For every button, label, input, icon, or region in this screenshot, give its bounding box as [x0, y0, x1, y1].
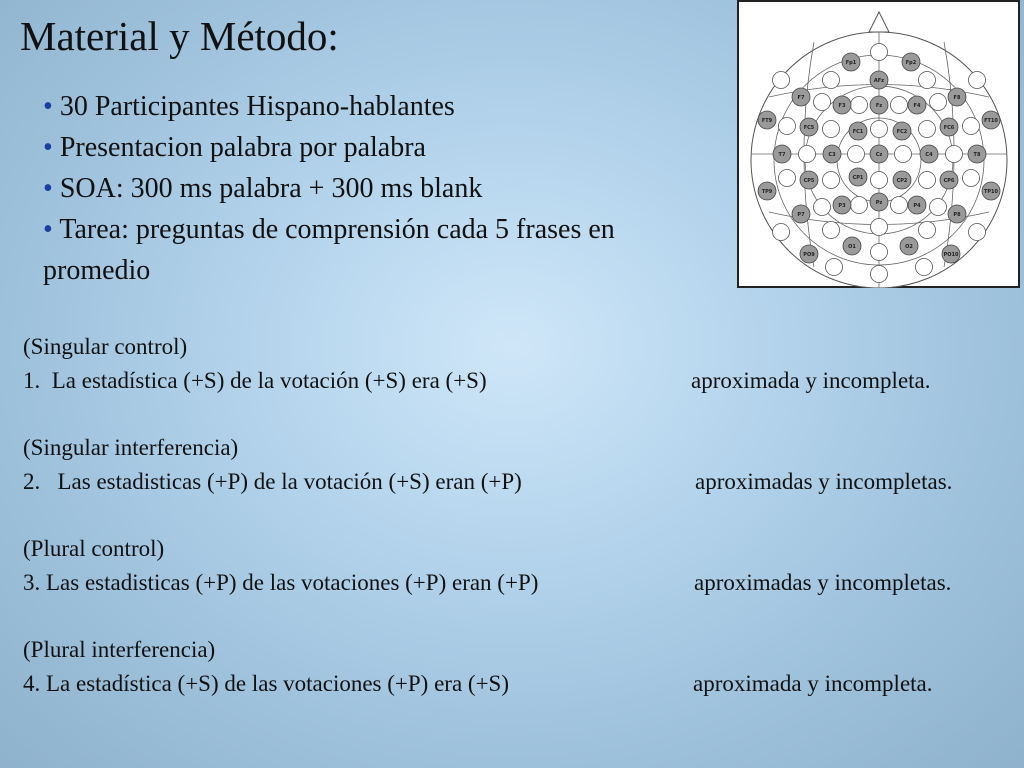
electrode-label: TP10	[983, 189, 999, 195]
electrode-label: FC1	[852, 129, 864, 135]
sentence-text: 4. La estadística (+S) de las votaciones (+P) era (+S)	[23, 671, 509, 696]
sentence-text: 2. Las estadisticas (+P) de la votación (+S) eran (+P)	[23, 469, 522, 494]
example-sentence-row	[23, 566, 952, 600]
electrode-site	[919, 172, 936, 189]
method-bullet-list	[43, 86, 643, 291]
electrode-site	[823, 72, 840, 89]
electrode-site	[895, 146, 912, 163]
electrode-label: FT9	[761, 118, 773, 124]
condition-label: (Singular interferencia)	[23, 435, 239, 460]
example-block	[23, 431, 953, 499]
bullet-item	[43, 86, 643, 127]
bullet-item	[43, 209, 643, 291]
electrode-label: TP9	[761, 189, 773, 195]
example-sentence-row	[23, 667, 933, 701]
electrode-site	[919, 121, 936, 138]
electrode-site	[871, 219, 888, 236]
electrode-site	[891, 197, 908, 214]
example-block	[23, 330, 931, 398]
electrode-label: F8	[953, 95, 961, 101]
electrode-site	[823, 172, 840, 189]
electrode-site	[930, 199, 947, 216]
electrode-site	[919, 222, 936, 239]
sentence-completion: aproximadas y incompletas.	[694, 570, 952, 595]
electrode-label: FC2	[896, 129, 908, 135]
electrode-site	[814, 94, 831, 111]
bullet-dot: •	[43, 173, 53, 204]
sentence-text: 1. La estadística (+S) de la votación (+S) era (+S)	[23, 368, 487, 393]
electrode-site	[871, 266, 888, 283]
electrode-site	[773, 72, 790, 89]
electrode-site	[848, 146, 865, 163]
electrode-site	[946, 146, 963, 163]
electrode-label: Fz	[875, 103, 883, 109]
slide-title: Material y Método:	[20, 13, 339, 59]
electrode-site	[871, 172, 888, 189]
electrode-site	[963, 118, 980, 135]
electrode-site	[963, 170, 980, 187]
condition-label: (Singular control)	[23, 334, 188, 359]
sentence-completion: aproximadas y incompletas.	[695, 469, 953, 494]
bullet-item	[43, 127, 643, 168]
sentence-completion: aproximada y incompleta.	[691, 368, 931, 393]
electrode-site	[871, 121, 888, 138]
electrode-label: P8	[953, 212, 961, 218]
bullet-text: Tarea: preguntas de comprensión cada 5 frases en promedio	[43, 214, 615, 286]
example-block	[23, 532, 952, 600]
eeg-electrode-map	[737, 0, 1020, 288]
electrode-site	[851, 197, 868, 214]
electrode-label: PO10	[943, 252, 959, 258]
electrode-site	[773, 224, 790, 241]
electrode-site	[969, 224, 986, 241]
electrode-label: F7	[797, 95, 805, 101]
electrode-label: CP1	[852, 175, 864, 181]
electrode-label: C4	[925, 152, 933, 158]
electrode-label: F4	[913, 103, 921, 109]
electrode-label: T7	[778, 152, 786, 158]
electrode-label: FC6	[943, 125, 955, 131]
electrode-site	[779, 118, 796, 135]
electrode-label: Cz	[875, 152, 883, 158]
electrode-label: FT10	[984, 118, 998, 124]
electrode-site	[916, 259, 933, 276]
electrode-label: CP2	[896, 178, 908, 184]
electrode-label: O2	[905, 244, 913, 250]
example-block	[23, 633, 933, 701]
electrode-site	[826, 259, 843, 276]
electrode-label: Pz	[875, 200, 883, 206]
electrode-label: O1	[848, 244, 856, 250]
electrode-site	[799, 146, 816, 163]
sentence-text: 3. Las estadisticas (+P) de las votaciones (+P) eran (+P)	[23, 570, 539, 595]
bullet-text: 30 Participantes Hispano-hablantes	[59, 91, 455, 122]
electrode-site	[969, 72, 986, 89]
electrode-site	[930, 94, 947, 111]
electrode-label: P4	[913, 203, 921, 209]
electrode-site	[814, 199, 831, 216]
electrode-label: CP6	[943, 178, 955, 184]
bullet-dot: •	[43, 91, 53, 122]
example-sentence-row	[23, 364, 931, 398]
example-sentences	[23, 330, 953, 734]
electrode-site	[919, 72, 936, 89]
electrode-label: FC5	[803, 125, 815, 131]
nose-marker	[869, 12, 889, 32]
electrode-site	[871, 44, 888, 61]
eeg-cap-diagram	[739, 2, 1020, 288]
electrode-label: F3	[838, 103, 846, 109]
electrode-label: CP5	[803, 178, 815, 184]
electrode-label: C3	[828, 152, 836, 158]
electrode-site	[823, 222, 840, 239]
condition-label: (Plural control)	[23, 536, 165, 561]
bullet-text: SOA: 300 ms palabra + 300 ms blank	[59, 173, 483, 204]
condition-label: (Plural interferencia)	[23, 637, 216, 662]
sentence-completion: aproximada y incompleta.	[693, 671, 933, 696]
electrode-site	[779, 170, 796, 187]
electrode-label: Fp2	[905, 60, 917, 66]
electrode-label: AFz	[873, 78, 885, 84]
electrode-label: T8	[973, 152, 981, 158]
bullet-text: Presentacion palabra por palabra	[59, 132, 426, 163]
electrode-site	[851, 97, 868, 114]
electrode-label: Fp1	[845, 60, 857, 66]
electrode-label: P3	[838, 203, 846, 209]
bullet-item	[43, 168, 643, 209]
bullet-dot: •	[43, 132, 53, 163]
electrode-site	[871, 244, 888, 261]
electrode-label: PO9	[803, 252, 815, 258]
example-sentence-row	[23, 465, 953, 499]
electrode-site	[823, 121, 840, 138]
bullet-dot: •	[43, 214, 53, 245]
electrode-label: P7	[797, 212, 805, 218]
electrode-site	[891, 97, 908, 114]
